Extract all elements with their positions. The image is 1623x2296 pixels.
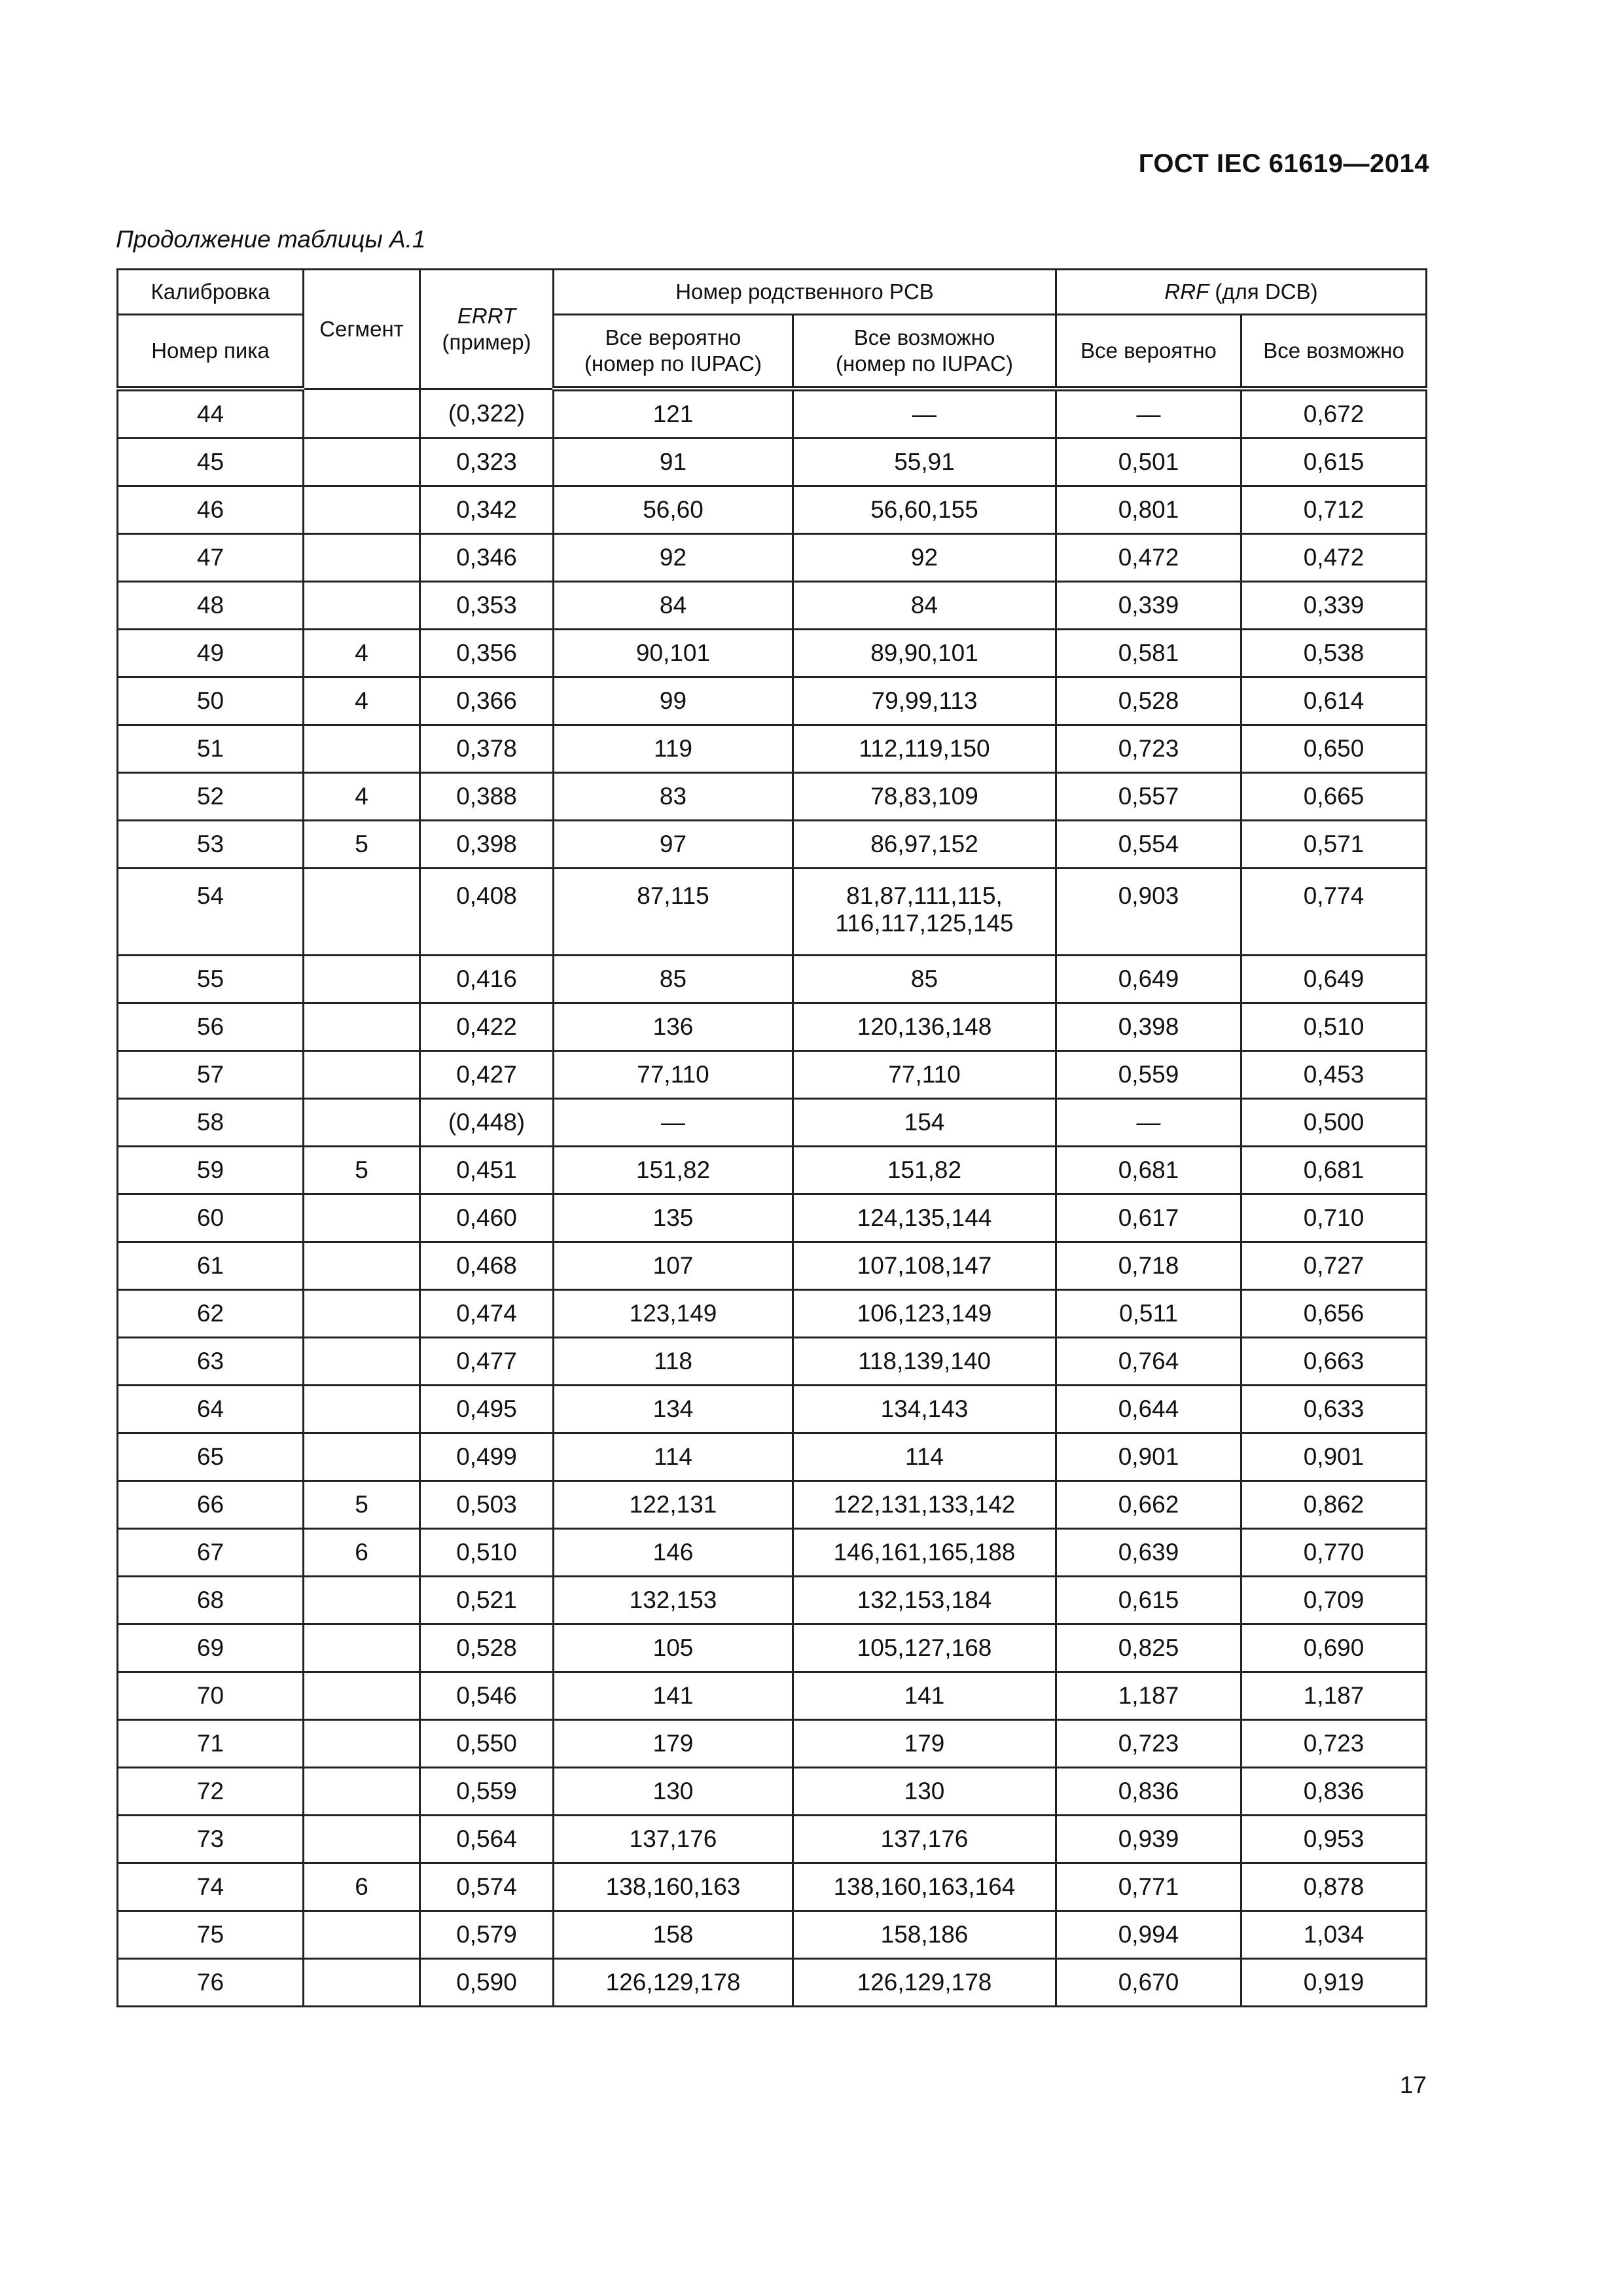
- peak-number-cell: 71: [118, 1720, 304, 1768]
- segment-cell: 4: [304, 630, 420, 677]
- pcb-probable-cell: 114: [554, 1433, 793, 1481]
- segment-cell: [304, 1003, 420, 1051]
- rrf-probable-cell: 0,764: [1056, 1338, 1241, 1386]
- segment-cell: [304, 1386, 420, 1433]
- table-row: [118, 1147, 1427, 1194]
- table-row: [118, 1194, 1427, 1242]
- pcb-possible-cell: 179: [793, 1720, 1056, 1768]
- pcb-probable-cell: 107: [554, 1242, 793, 1290]
- peak-number-cell: 49: [118, 630, 304, 677]
- peak-number-cell: 73: [118, 1816, 304, 1863]
- header-rrf-probable: Все вероятно: [1056, 315, 1241, 389]
- table-row: [118, 677, 1427, 725]
- rrf-possible-cell: 0,690: [1241, 1624, 1427, 1672]
- pcb-probable-cell: 87,115: [554, 869, 793, 956]
- rrf-possible-cell: 0,774: [1241, 869, 1427, 956]
- header-rrf-possible: Все возможно: [1241, 315, 1427, 389]
- errt-cell: 0,559: [420, 1768, 554, 1816]
- rrf-possible-cell: 0,672: [1241, 389, 1427, 439]
- table-header: [118, 270, 1427, 389]
- segment-cell: 4: [304, 773, 420, 821]
- peak-number-cell: 65: [118, 1433, 304, 1481]
- segment-cell: [304, 725, 420, 773]
- pcb-possible-cell: 137,176: [793, 1816, 1056, 1863]
- rrf-probable-cell: 0,511: [1056, 1290, 1241, 1338]
- table-row: [118, 1481, 1427, 1529]
- peak-number-cell: 44: [118, 389, 304, 439]
- segment-cell: 4: [304, 677, 420, 725]
- errt-cell: 0,353: [420, 582, 554, 630]
- errt-cell: 0,468: [420, 1242, 554, 1290]
- standard-title: ГОСТ IEC 61619—2014: [1138, 149, 1429, 178]
- segment-cell: [304, 439, 420, 486]
- table-row: [118, 1051, 1427, 1099]
- pcb-probable-cell: 97: [554, 821, 793, 869]
- table-row: [118, 1768, 1427, 1816]
- segment-cell: [304, 956, 420, 1003]
- pcb-possible-cell: 122,131,133,142: [793, 1481, 1056, 1529]
- errt-cell: 0,477: [420, 1338, 554, 1386]
- pcb-probable-cell: 141: [554, 1672, 793, 1720]
- pcb-possible-cell: 78,83,109: [793, 773, 1056, 821]
- rrf-possible-cell: 0,615: [1241, 439, 1427, 486]
- segment-cell: [304, 869, 420, 956]
- data-table: [116, 268, 1427, 2007]
- errt-cell: 0,388: [420, 773, 554, 821]
- table-row: [118, 534, 1427, 582]
- table-row: [118, 821, 1427, 869]
- peak-number-cell: 62: [118, 1290, 304, 1338]
- peak-number-cell: 48: [118, 582, 304, 630]
- pcb-possible-cell: 56,60,155: [793, 486, 1056, 534]
- pcb-possible-cell: 124,135,144: [793, 1194, 1056, 1242]
- errt-cell: 0,550: [420, 1720, 554, 1768]
- pcb-possible-cell: 106,123,149: [793, 1290, 1056, 1338]
- segment-cell: [304, 1433, 420, 1481]
- rrf-possible-cell: 0,339: [1241, 582, 1427, 630]
- peak-number-cell: 59: [118, 1147, 304, 1194]
- rrf-possible-cell: 0,538: [1241, 630, 1427, 677]
- header-errt: [420, 270, 554, 389]
- errt-cell: 0,416: [420, 956, 554, 1003]
- table-row: [118, 773, 1427, 821]
- pcb-possible-cell: 112,119,150: [793, 725, 1056, 773]
- segment-cell: 6: [304, 1863, 420, 1911]
- segment-cell: [304, 1577, 420, 1624]
- rrf-possible-cell: 0,878: [1241, 1863, 1427, 1911]
- segment-cell: [304, 1290, 420, 1338]
- rrf-probable-cell: 0,718: [1056, 1242, 1241, 1290]
- header-peak-number: Номер пика: [118, 315, 304, 389]
- segment-cell: [304, 486, 420, 534]
- table-row: [118, 1529, 1427, 1577]
- rrf-probable-cell: 0,501: [1056, 439, 1241, 486]
- rrf-probable-cell: —: [1056, 1099, 1241, 1147]
- pcb-possible-cell: —: [793, 389, 1056, 439]
- rrf-probable-cell: 0,939: [1056, 1816, 1241, 1863]
- table-body: [118, 389, 1427, 2007]
- rrf-possible-cell: 0,510: [1241, 1003, 1427, 1051]
- rrf-possible-cell: 0,472: [1241, 534, 1427, 582]
- pcb-probable-cell: 135: [554, 1194, 793, 1242]
- segment-cell: 5: [304, 1147, 420, 1194]
- peak-number-cell: 66: [118, 1481, 304, 1529]
- segment-cell: [304, 1099, 420, 1147]
- rrf-probable-cell: 0,472: [1056, 534, 1241, 582]
- table-row: [118, 1911, 1427, 1959]
- table-row: [118, 1290, 1427, 1338]
- rrf-possible-cell: 0,614: [1241, 677, 1427, 725]
- errt-cell: 0,346: [420, 534, 554, 582]
- pcb-probable-cell: 91: [554, 439, 793, 486]
- pcb-possible-cell: 130: [793, 1768, 1056, 1816]
- rrf-probable-cell: 0,557: [1056, 773, 1241, 821]
- pcb-probable-cell: 84: [554, 582, 793, 630]
- errt-cell: 0,503: [420, 1481, 554, 1529]
- segment-cell: [304, 1720, 420, 1768]
- errt-cell: 0,590: [420, 1959, 554, 2007]
- pcb-possible-cell: 118,139,140: [793, 1338, 1056, 1386]
- rrf-probable-cell: 0,801: [1056, 486, 1241, 534]
- peak-number-cell: 45: [118, 439, 304, 486]
- peak-number-cell: 58: [118, 1099, 304, 1147]
- errt-cell: 0,574: [420, 1863, 554, 1911]
- rrf-possible-cell: 0,663: [1241, 1338, 1427, 1386]
- peak-number-cell: 68: [118, 1577, 304, 1624]
- segment-cell: [304, 389, 420, 439]
- rrf-possible-cell: 0,710: [1241, 1194, 1427, 1242]
- pcb-possible-cell: 154: [793, 1099, 1056, 1147]
- pcb-probable-cell: 137,176: [554, 1816, 793, 1863]
- pcb-probable-cell: 138,160,163: [554, 1863, 793, 1911]
- pcb-probable-cell: 90,101: [554, 630, 793, 677]
- rrf-probable-cell: 0,617: [1056, 1194, 1241, 1242]
- rrf-possible-cell: 0,862: [1241, 1481, 1427, 1529]
- header-pcb-probable-label: Все вероятно: [605, 325, 741, 350]
- header-errt-note: (пример): [442, 329, 531, 354]
- table-row: [118, 1577, 1427, 1624]
- peak-number-cell: 76: [118, 1959, 304, 2007]
- header-calibration: Калибровка: [118, 270, 304, 315]
- table-row: [118, 1863, 1427, 1911]
- rrf-possible-cell: 0,712: [1241, 486, 1427, 534]
- pcb-possible-cell: 120,136,148: [793, 1003, 1056, 1051]
- rrf-probable-cell: —: [1056, 389, 1241, 439]
- table-row: [118, 1816, 1427, 1863]
- rrf-possible-cell: 0,709: [1241, 1577, 1427, 1624]
- rrf-possible-cell: 0,770: [1241, 1529, 1427, 1577]
- segment-cell: [304, 1624, 420, 1672]
- rrf-possible-cell: 0,656: [1241, 1290, 1427, 1338]
- pcb-possible-cell: 81,87,111,115, 116,117,125,145: [793, 869, 1056, 956]
- pcb-probable-cell: 85: [554, 956, 793, 1003]
- pcb-probable-cell: 151,82: [554, 1147, 793, 1194]
- peak-number-cell: 64: [118, 1386, 304, 1433]
- pcb-possible-cell: 84: [793, 582, 1056, 630]
- pcb-possible-cell: 105,127,168: [793, 1624, 1056, 1672]
- table-row: [118, 1338, 1427, 1386]
- segment-cell: [304, 1768, 420, 1816]
- pcb-possible-cell: 55,91: [793, 439, 1056, 486]
- peak-number-cell: 72: [118, 1768, 304, 1816]
- pcb-possible-cell: 107,108,147: [793, 1242, 1056, 1290]
- table-row: [118, 630, 1427, 677]
- table-row: [118, 1720, 1427, 1768]
- rrf-probable-cell: 0,994: [1056, 1911, 1241, 1959]
- rrf-probable-cell: 0,681: [1056, 1147, 1241, 1194]
- segment-cell: [304, 534, 420, 582]
- errt-cell: 0,499: [420, 1433, 554, 1481]
- errt-cell: 0,342: [420, 486, 554, 534]
- pcb-probable-cell: 123,149: [554, 1290, 793, 1338]
- segment-cell: [304, 1242, 420, 1290]
- rrf-probable-cell: 0,836: [1056, 1768, 1241, 1816]
- table-row: [118, 1624, 1427, 1672]
- pcb-possible-cell: 158,186: [793, 1911, 1056, 1959]
- table-row: [118, 486, 1427, 534]
- rrf-possible-cell: 0,665: [1241, 773, 1427, 821]
- pcb-probable-cell: 92: [554, 534, 793, 582]
- rrf-probable-cell: 0,398: [1056, 1003, 1241, 1051]
- rrf-probable-cell: 0,723: [1056, 725, 1241, 773]
- errt-cell: 0,564: [420, 1816, 554, 1863]
- errt-cell: 0,495: [420, 1386, 554, 1433]
- peak-number-cell: 55: [118, 956, 304, 1003]
- errt-cell: 0,546: [420, 1672, 554, 1720]
- header-pcb-group: Номер родственного PCB: [554, 270, 1056, 315]
- table-row: [118, 1672, 1427, 1720]
- peak-number-cell: 52: [118, 773, 304, 821]
- errt-cell: 0,398: [420, 821, 554, 869]
- peak-number-cell: 50: [118, 677, 304, 725]
- table-caption: Продолжение таблицы А.1: [116, 226, 426, 253]
- header-segment: Сегмент: [304, 270, 420, 389]
- pcb-probable-cell: —: [554, 1099, 793, 1147]
- table-row: [118, 1099, 1427, 1147]
- pcb-probable-cell: 99: [554, 677, 793, 725]
- errt-cell: 0,356: [420, 630, 554, 677]
- peak-number-cell: 61: [118, 1242, 304, 1290]
- rrf-possible-cell: 0,681: [1241, 1147, 1427, 1194]
- pcb-probable-cell: 83: [554, 773, 793, 821]
- pcb-probable-cell: 77,110: [554, 1051, 793, 1099]
- pcb-probable-cell: 132,153: [554, 1577, 793, 1624]
- peak-number-cell: 67: [118, 1529, 304, 1577]
- pcb-possible-cell: 77,110: [793, 1051, 1056, 1099]
- table-row: [118, 956, 1427, 1003]
- peak-number-cell: 57: [118, 1051, 304, 1099]
- rrf-probable-cell: 0,528: [1056, 677, 1241, 725]
- pcb-probable-cell: 121: [554, 389, 793, 439]
- rrf-possible-cell: 0,453: [1241, 1051, 1427, 1099]
- header-pcb-probable-note: (номер по IUPAC): [584, 351, 762, 376]
- segment-cell: 5: [304, 821, 420, 869]
- errt-cell: 0,323: [420, 439, 554, 486]
- errt-cell: (0,448): [420, 1099, 554, 1147]
- rrf-probable-cell: 0,670: [1056, 1959, 1241, 2007]
- rrf-possible-cell: 0,650: [1241, 725, 1427, 773]
- rrf-possible-cell: 0,500: [1241, 1099, 1427, 1147]
- table-row: [118, 1003, 1427, 1051]
- rrf-possible-cell: 0,649: [1241, 956, 1427, 1003]
- peak-number-cell: 75: [118, 1911, 304, 1959]
- rrf-probable-cell: 0,825: [1056, 1624, 1241, 1672]
- rrf-probable-cell: 0,649: [1056, 956, 1241, 1003]
- pcb-possible-cell: 85: [793, 956, 1056, 1003]
- segment-cell: 5: [304, 1481, 420, 1529]
- rrf-possible-cell: 0,571: [1241, 821, 1427, 869]
- rrf-possible-cell: 1,187: [1241, 1672, 1427, 1720]
- segment-cell: [304, 1338, 420, 1386]
- peak-number-cell: 63: [118, 1338, 304, 1386]
- peak-number-cell: 60: [118, 1194, 304, 1242]
- rrf-possible-cell: 0,901: [1241, 1433, 1427, 1481]
- peak-number-cell: 74: [118, 1863, 304, 1911]
- pcb-possible-cell: 126,129,178: [793, 1959, 1056, 2007]
- pcb-probable-cell: 56,60: [554, 486, 793, 534]
- table-row: [118, 1433, 1427, 1481]
- rrf-possible-cell: 0,836: [1241, 1768, 1427, 1816]
- table-row: [118, 1386, 1427, 1433]
- segment-cell: [304, 1959, 420, 2007]
- pcb-probable-cell: 158: [554, 1911, 793, 1959]
- peak-number-cell: 69: [118, 1624, 304, 1672]
- rrf-possible-cell: 1,034: [1241, 1911, 1427, 1959]
- errt-cell: (0,322): [420, 389, 554, 439]
- pcb-probable-cell: 122,131: [554, 1481, 793, 1529]
- header-rrf-note: (для DCB): [1209, 279, 1318, 304]
- rrf-probable-cell: 0,662: [1056, 1481, 1241, 1529]
- header-rrf-group: [1056, 270, 1427, 315]
- rrf-probable-cell: 0,559: [1056, 1051, 1241, 1099]
- pcb-possible-cell: 86,97,152: [793, 821, 1056, 869]
- errt-cell: 0,460: [420, 1194, 554, 1242]
- pcb-possible-cell: 146,161,165,188: [793, 1529, 1056, 1577]
- rrf-possible-cell: 0,723: [1241, 1720, 1427, 1768]
- table-row: [118, 1959, 1427, 2007]
- rrf-probable-cell: 0,639: [1056, 1529, 1241, 1577]
- errt-cell: 0,366: [420, 677, 554, 725]
- peak-number-cell: 56: [118, 1003, 304, 1051]
- table-row: [118, 582, 1427, 630]
- segment-cell: [304, 1816, 420, 1863]
- pcb-probable-cell: 179: [554, 1720, 793, 1768]
- pcb-probable-cell: 136: [554, 1003, 793, 1051]
- rrf-probable-cell: 0,771: [1056, 1863, 1241, 1911]
- peak-number-cell: 53: [118, 821, 304, 869]
- pcb-possible-cell: 79,99,113: [793, 677, 1056, 725]
- pcb-possible-cell: 132,153,184: [793, 1577, 1056, 1624]
- errt-cell: 0,422: [420, 1003, 554, 1051]
- header-rrf-label: RRF: [1164, 279, 1209, 304]
- pcb-probable-cell: 130: [554, 1768, 793, 1816]
- table-row: [118, 725, 1427, 773]
- rrf-possible-cell: 0,633: [1241, 1386, 1427, 1433]
- pcb-possible-cell: 89,90,101: [793, 630, 1056, 677]
- rrf-probable-cell: 0,554: [1056, 821, 1241, 869]
- segment-cell: [304, 1051, 420, 1099]
- table-row: [118, 439, 1427, 486]
- table-row: [118, 389, 1427, 439]
- pcb-possible-cell: 141: [793, 1672, 1056, 1720]
- segment-cell: [304, 582, 420, 630]
- segment-cell: 6: [304, 1529, 420, 1577]
- segment-cell: [304, 1194, 420, 1242]
- table-row: [118, 1242, 1427, 1290]
- rrf-possible-cell: 0,919: [1241, 1959, 1427, 2007]
- pcb-probable-cell: 105: [554, 1624, 793, 1672]
- rrf-possible-cell: 0,727: [1241, 1242, 1427, 1290]
- peak-number-cell: 46: [118, 486, 304, 534]
- header-errt-label: ERRT: [457, 303, 516, 328]
- peak-number-cell: 51: [118, 725, 304, 773]
- errt-cell: 0,474: [420, 1290, 554, 1338]
- errt-cell: 0,427: [420, 1051, 554, 1099]
- pcb-possible-cell: 92: [793, 534, 1056, 582]
- rrf-probable-cell: 1,187: [1056, 1672, 1241, 1720]
- errt-cell: 0,451: [420, 1147, 554, 1194]
- table-row: [118, 869, 1427, 956]
- rrf-possible-cell: 0,953: [1241, 1816, 1427, 1863]
- errt-cell: 0,528: [420, 1624, 554, 1672]
- header-pcb-possible-label: Все возможно: [853, 325, 995, 350]
- pcb-probable-cell: 119: [554, 725, 793, 773]
- header-pcb-possible-note: (номер по IUPAC): [836, 351, 1013, 376]
- peak-number-cell: 54: [118, 869, 304, 956]
- pcb-possible-cell: 114: [793, 1433, 1056, 1481]
- errt-cell: 0,521: [420, 1577, 554, 1624]
- header-pcb-possible: [793, 315, 1056, 389]
- segment-cell: [304, 1672, 420, 1720]
- errt-cell: 0,378: [420, 725, 554, 773]
- rrf-probable-cell: 0,901: [1056, 1433, 1241, 1481]
- peak-number-cell: 47: [118, 534, 304, 582]
- pcb-possible-cell: 151,82: [793, 1147, 1056, 1194]
- rrf-probable-cell: 0,644: [1056, 1386, 1241, 1433]
- pcb-probable-cell: 134: [554, 1386, 793, 1433]
- rrf-probable-cell: 0,615: [1056, 1577, 1241, 1624]
- pcb-possible-cell: 134,143: [793, 1386, 1056, 1433]
- rrf-probable-cell: 0,723: [1056, 1720, 1241, 1768]
- pcb-probable-cell: 126,129,178: [554, 1959, 793, 2007]
- header-pcb-probable: [554, 315, 793, 389]
- errt-cell: 0,510: [420, 1529, 554, 1577]
- pcb-probable-cell: 146: [554, 1529, 793, 1577]
- rrf-probable-cell: 0,903: [1056, 869, 1241, 956]
- rrf-probable-cell: 0,339: [1056, 582, 1241, 630]
- errt-cell: 0,579: [420, 1911, 554, 1959]
- errt-cell: 0,408: [420, 869, 554, 956]
- rrf-probable-cell: 0,581: [1056, 630, 1241, 677]
- pcb-possible-cell: 138,160,163,164: [793, 1863, 1056, 1911]
- segment-cell: [304, 1911, 420, 1959]
- page-number: 17: [1399, 2072, 1427, 2098]
- pcb-probable-cell: 118: [554, 1338, 793, 1386]
- peak-number-cell: 70: [118, 1672, 304, 1720]
